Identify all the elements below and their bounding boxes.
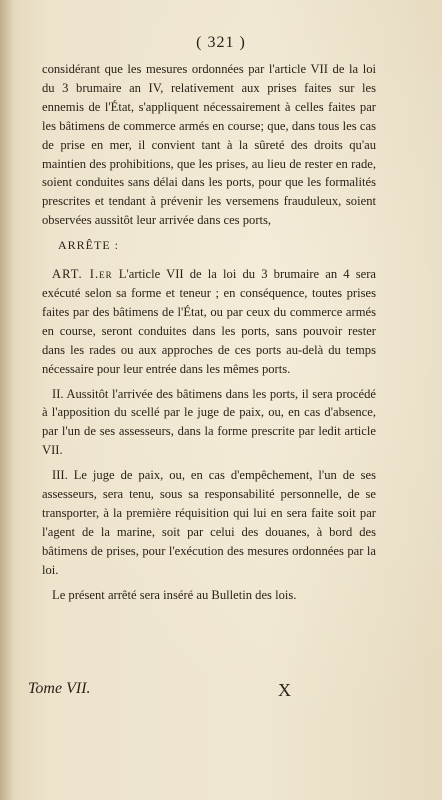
signature-mark: X — [278, 680, 291, 700]
page-body — [42, 60, 376, 610]
article-1-label: ART. I.er — [52, 267, 113, 282]
preamble-paragraph: considérant que les mesures ordonnées par l'article VII de la loi du 3 brumaire an IV, relativement aux prises faites sur les ennemis de l'État, s'appliquent nécessairement à celles faites par les bâtimens de commerce armés en course; que, dans tous les cas de prise en mer, il convient tant à la sûreté des droits qu'au maintien des prohibitions, que les prises, au lieu de rester en rade, soient conduites sans délai dans les ports, pour que les formalités prescrites et tendant à prévenir les versemens frauduleux, soient observées aussitôt leur arrivée dans ces ports, — [42, 62, 376, 228]
spine-shadow — [0, 0, 14, 800]
article-1-text: L'article VII de la loi du 3 brumaire an 4 sera exécuté selon sa forme et teneur ; en conséquence, toutes prises faites par des bâtimens de l'État, ou par ceux du commerce armés en course, seront conduites dans les ports, sans pouvoir rester dans les rades ou aux approches de ces ports au-delà du temps nécessaire pour leur entrée dans les mêmes ports. — [42, 267, 376, 376]
article-2-paragraph: II. Aussitôt l'arrivée des bâtimens dans les ports, il sera procédé à l'apposition du scellé par le juge de paix, ou, en cas d'absence, par l'un de ses assesseurs, dans la forme prescrite par ledit article VII. — [42, 386, 376, 458]
closing-paragraph: Le présent arrêté sera inséré au Bulletin des lois. — [52, 587, 297, 602]
article-3-paragraph: III. Le juge de paix, ou, en cas d'empêchement, l'un de ses assesseurs, sera tenu, sous sa responsabilité personnelle, de se transporter, à la première réquisition qui lui en sera faite soit par l'agent de la marine, soit par celui des douanes, à bord des bâtimens de prises, pour l'exécution des mesures ordonnées par la loi. — [42, 468, 376, 577]
decree-heading: ARRÊTE : — [58, 238, 119, 253]
page-number: ( 321 ) — [196, 34, 246, 51]
tome-label: Tome VII. — [28, 680, 91, 697]
article-1-paragraph — [42, 265, 376, 378]
